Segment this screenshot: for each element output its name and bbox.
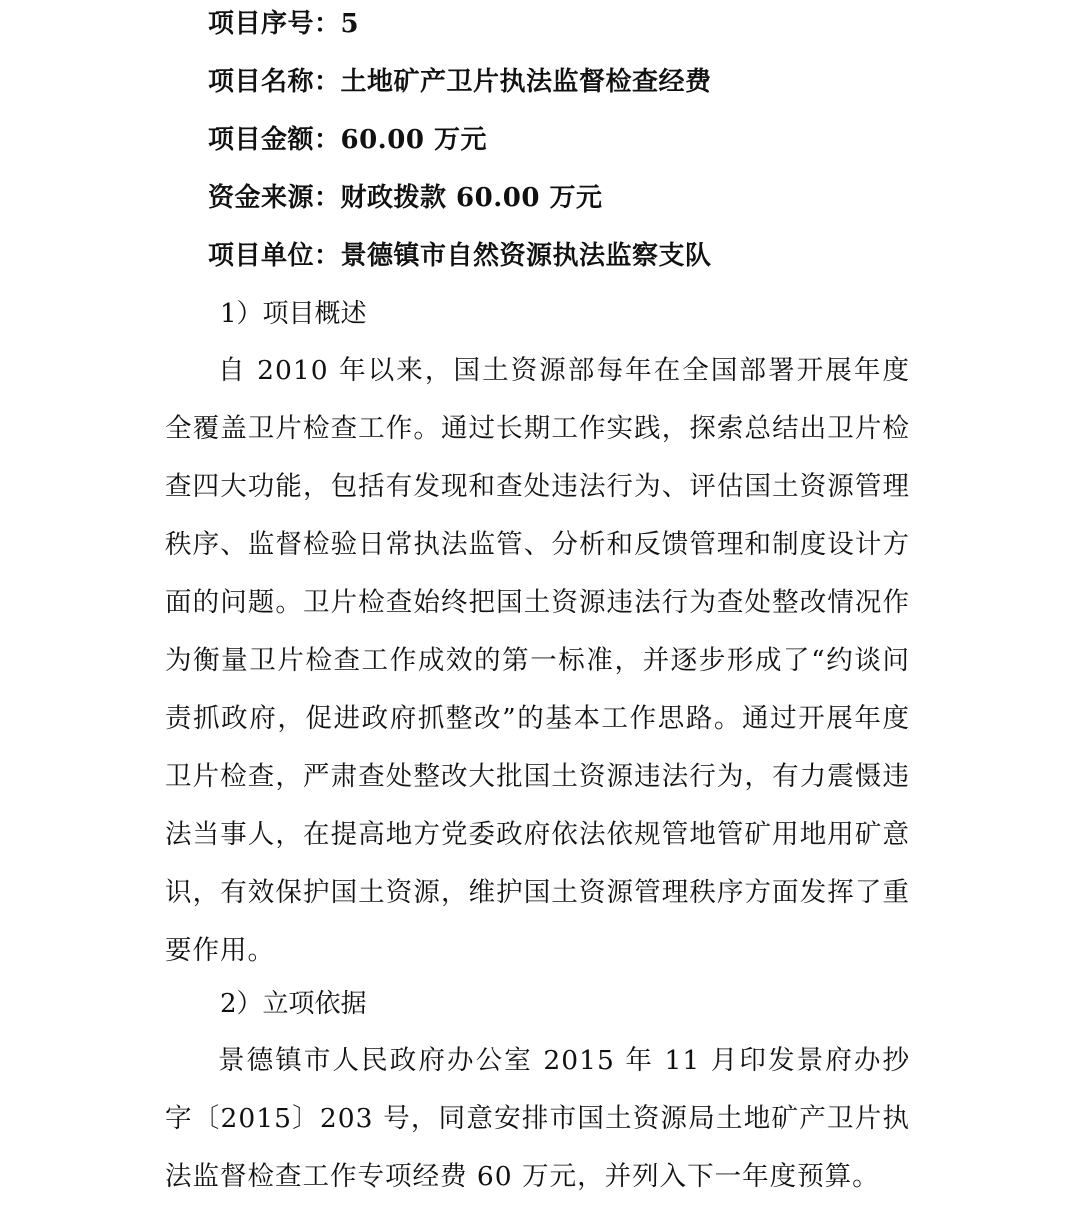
project-name: 项目名称：土地矿产卫片执法监督检查经费 bbox=[208, 67, 712, 97]
paragraph-basis: 景德镇市人民政府办公室 2015 年 11 月印发景府办抄字〔2015〕203 号，同意安排市国土资源局土地矿产卫片执法监督检查工作专项经费 60 万元，并列入下一年度预算。 bbox=[165, 1045, 910, 1192]
paragraph-overview: 自 2010 年以来，国土资源部每年在全国部署开展年度全覆盖卫片检查工作。通过长期工作实践，探索总结出卫片检查四大功能，包括有发现和查处违法行为、评估国土资源管理秩序、监督检验日常执法监管、分析和反馈管理和制度设计方面的问题。卫片检查始终把国土资源违法行为查处整改情况作为衡量卫片检查工作成效的第一标准，并逐步形成了“约谈问责抓政府，促进政府抓整改”的基本工作思路。通过开展年度卫片检查，严肃查处整改大批国土资源违法行为，有力震慑违法当事人，在提高地方党委政府依法依规管地管矿用地用矿意识，有效保护国土资源，维护国土资源管理秩序方面发挥了重要作用。 bbox=[165, 355, 910, 966]
fund-source: 资金来源：财政拨款 60.00 万元 bbox=[208, 183, 603, 213]
project-unit: 项目单位：景德镇市自然资源执法监察支队 bbox=[208, 241, 712, 271]
project-amount: 项目金额：60.00 万元 bbox=[208, 125, 487, 155]
section-heading-basis: 2）立项依据 bbox=[220, 989, 367, 1019]
section-heading-overview: 1）项目概述 bbox=[220, 299, 367, 329]
project-seq: 项目序号：5 bbox=[208, 9, 360, 39]
